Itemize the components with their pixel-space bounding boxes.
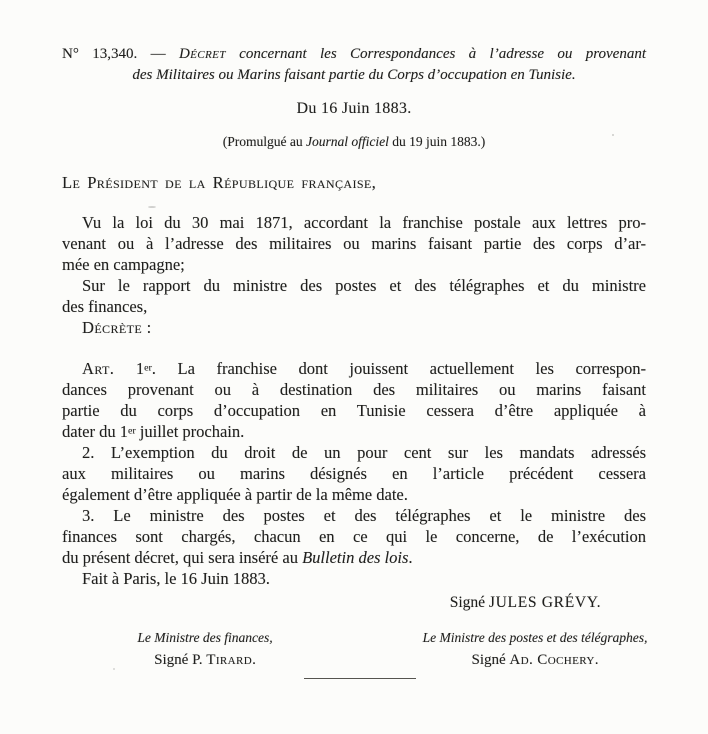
text-line (62, 442, 646, 463)
text-segment: Le Président de la République française, (62, 173, 377, 192)
minister-postes (390, 627, 680, 671)
text-segment: dances provenant ou à destination des militaires ou marins faisant (62, 380, 646, 399)
paragraph (62, 442, 646, 505)
minister-postes-signature (390, 649, 680, 671)
text-segment: Art. (82, 359, 115, 378)
minister-finances-title (85, 627, 325, 649)
text-line (62, 358, 646, 379)
text-segment: Signé P. (154, 652, 207, 668)
text-segment: er (144, 362, 152, 374)
paragraph (62, 505, 646, 568)
text-line (62, 421, 646, 442)
text-segment: Signé (449, 594, 489, 611)
minister-finances (85, 627, 325, 671)
text-segment: (Promulgué au (222, 134, 306, 149)
decree-title (62, 0, 646, 86)
text-segment: des Militaires ou Marins faisant partie du Corps d’occupation en Tunisie. (132, 67, 576, 83)
text-segment: partie du corps d’occupation en Tunisie cessera d’être appliquée à (62, 401, 646, 420)
text-line (62, 463, 646, 484)
text-segment: 2. L’exemption du droit de un pour cent sur les mandats adressés (82, 443, 646, 462)
text-segment: des finances, (62, 297, 148, 316)
paragraph (62, 275, 646, 317)
text-line (62, 233, 646, 254)
text-segment: dater du 1 (62, 422, 128, 441)
text-line (62, 400, 646, 421)
text-segment: N° 13,340. — (62, 46, 179, 62)
text-segment: Journal officiel (306, 134, 389, 149)
paragraph (62, 172, 646, 193)
text-line (62, 296, 646, 317)
text-segment: 3. Le ministre des postes et des télégraphes et le ministre des (82, 506, 646, 525)
promulgation-note (0, 133, 708, 151)
text-segment: . (408, 548, 413, 567)
text-line (62, 505, 646, 526)
text-segment: Signé (471, 652, 510, 668)
text-segment: Décrète : (82, 318, 152, 337)
text-segment: Sur le rapport du ministre des postes et des télégraphes et du ministre (82, 276, 646, 295)
text-line (62, 526, 646, 547)
text-segment: JULES GRÉVY. (488, 594, 602, 611)
text-segment: Vu la loi du 30 mai 1871, accordant la franchise postale aux lettres pro- (82, 213, 646, 232)
text-segment: du 19 juin 1883.) (388, 134, 486, 149)
text-segment: Ad. Cochery (509, 652, 595, 668)
text-segment: Le Ministre des finances, (137, 630, 273, 645)
text-segment: . La franchise dont jouissent actuellement les correspon- (151, 359, 647, 378)
text-segment: aux militaires ou marins désignés en l’article précédent cessera (62, 464, 646, 483)
salutation (62, 172, 646, 193)
decree-title-line1 (62, 44, 646, 65)
text-segment: concernant les Correspondances à l’adresse ou provenant (225, 46, 646, 62)
paragraph (62, 568, 646, 589)
text-segment: Décret (178, 46, 226, 62)
articles (62, 358, 646, 568)
text-segment: juillet prochain. (135, 422, 245, 441)
decree-date: Du 16 Juin 1883. (296, 100, 412, 117)
text-line (62, 275, 646, 296)
scan-speck (113, 668, 115, 670)
minister-finances-signature (85, 649, 325, 671)
text-segment: mée en campagne; (62, 255, 185, 274)
text-line (62, 484, 646, 505)
text-segment: er (127, 425, 136, 437)
text-segment: . (594, 652, 599, 668)
text-segment: Fait à Paris, le 16 Juin 1883. (82, 569, 270, 588)
text-line (62, 317, 646, 338)
paragraph (62, 358, 646, 442)
paragraph (62, 317, 646, 338)
text-line (62, 212, 646, 233)
decree-enacting-word (62, 317, 646, 338)
text-segment: venant ou à l’adresse des militaires ou marins faisant partie des corps d’ar- (62, 234, 646, 253)
paragraph (62, 212, 646, 275)
text-segment: également d’être appliquée à partir de la même date. (62, 485, 408, 504)
text-segment: Tirard (206, 652, 253, 668)
text-segment: Le Ministre des postes et des télégraphes, (422, 630, 648, 645)
text-line (62, 568, 646, 589)
text-segment: 1 (114, 359, 145, 378)
text-segment: du présent décret, qui sera inséré au (62, 548, 303, 567)
text-line (62, 172, 646, 193)
minister-signatures (0, 627, 708, 671)
text-line (62, 547, 646, 568)
decree-title-line2 (62, 65, 646, 86)
scan-speck (148, 206, 156, 208)
text-segment: finances sont chargés, chacun en ce qui le concerne, de l’exécution (62, 527, 646, 546)
end-rule (304, 678, 416, 679)
place-date-line (62, 568, 646, 589)
text-line (62, 254, 646, 275)
text-segment: . (252, 652, 256, 668)
preamble (62, 212, 646, 317)
president-signature (378, 593, 673, 613)
text-line (62, 379, 646, 400)
scan-speck (612, 134, 614, 136)
text-segment: Bulletin des lois (302, 548, 409, 567)
minister-postes-title (390, 627, 680, 649)
